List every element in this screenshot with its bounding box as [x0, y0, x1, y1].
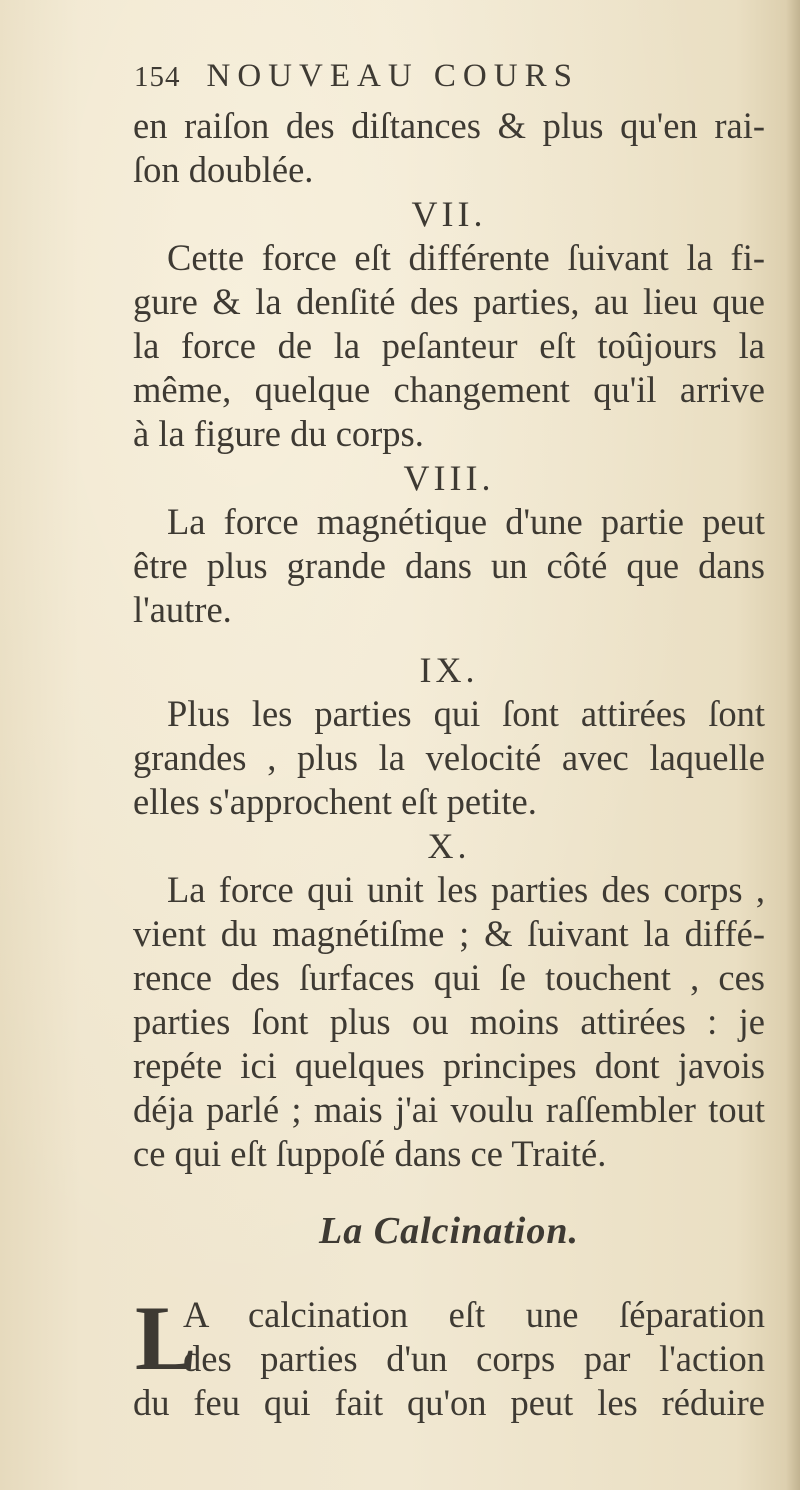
- text-line: déja parlé ; mais j'ai voulu raſſembler tout: [133, 1089, 765, 1130]
- text-line: parties ſont plus ou moins attirées : je: [133, 1001, 765, 1042]
- section-numeral-ix: IX.: [419, 650, 479, 690]
- text-block: [133, 104, 765, 1425]
- text-line: même, quelque changement qu'il arrive: [133, 369, 765, 410]
- text-line: vient du magnétiſme ; & ſuivant la diffé-: [133, 913, 765, 954]
- text-line: la force de la peſanteur eſt toûjours la: [133, 325, 765, 366]
- text-line: grandes , plus la velocité avec laquelle: [133, 737, 765, 778]
- page-edge-shadow: [786, 0, 800, 1490]
- text-line: A calcination eſt une ſéparation: [183, 1294, 765, 1335]
- section-numeral-viii: VIII.: [403, 458, 495, 498]
- text-line: ce qui eſt ſuppoſé dans ce Traité.: [133, 1133, 607, 1174]
- text-line: gure & la denſité des parties, au lieu que: [133, 281, 765, 322]
- chapter-paragraph: [133, 1287, 765, 1425]
- text-line: à la figure du corps.: [133, 413, 424, 454]
- section-numeral-vii: VII.: [411, 194, 487, 234]
- text-line: être plus grande dans un côté que dans: [133, 545, 765, 586]
- text-line: elles s'approchent eſt petite.: [133, 781, 537, 822]
- running-title: NOUVEAU COURS: [206, 58, 579, 94]
- chapter-title: La Calcination.: [319, 1210, 579, 1252]
- drop-cap: L: [135, 1287, 197, 1389]
- page-number: 154: [134, 61, 181, 93]
- text-line: La force magnétique d'une partie peut: [167, 501, 765, 542]
- text-line: Cette force eſt différente ſuivant la fi-: [167, 237, 765, 278]
- text-line: rence des ſurfaces qui ſe touchent , ces: [133, 957, 765, 998]
- text-line: ſon doublée.: [133, 149, 314, 190]
- text-line: l'autre.: [133, 589, 232, 630]
- text-line: La force qui unit les parties des corps ,: [167, 869, 765, 910]
- running-head: [134, 58, 579, 108]
- text-line: du feu qui fait qu'on peut les réduire: [133, 1382, 765, 1423]
- text-line: Plus les parties qui ſont attirées ſont: [167, 693, 765, 734]
- text-line: en raiſon des diſtances & plus qu'en rai-: [133, 105, 765, 146]
- text-line: repéte ici quelques principes dont javois: [133, 1045, 765, 1086]
- section-numeral-x: X.: [427, 826, 471, 866]
- text-line: des parties d'un corps par l'action: [183, 1338, 765, 1379]
